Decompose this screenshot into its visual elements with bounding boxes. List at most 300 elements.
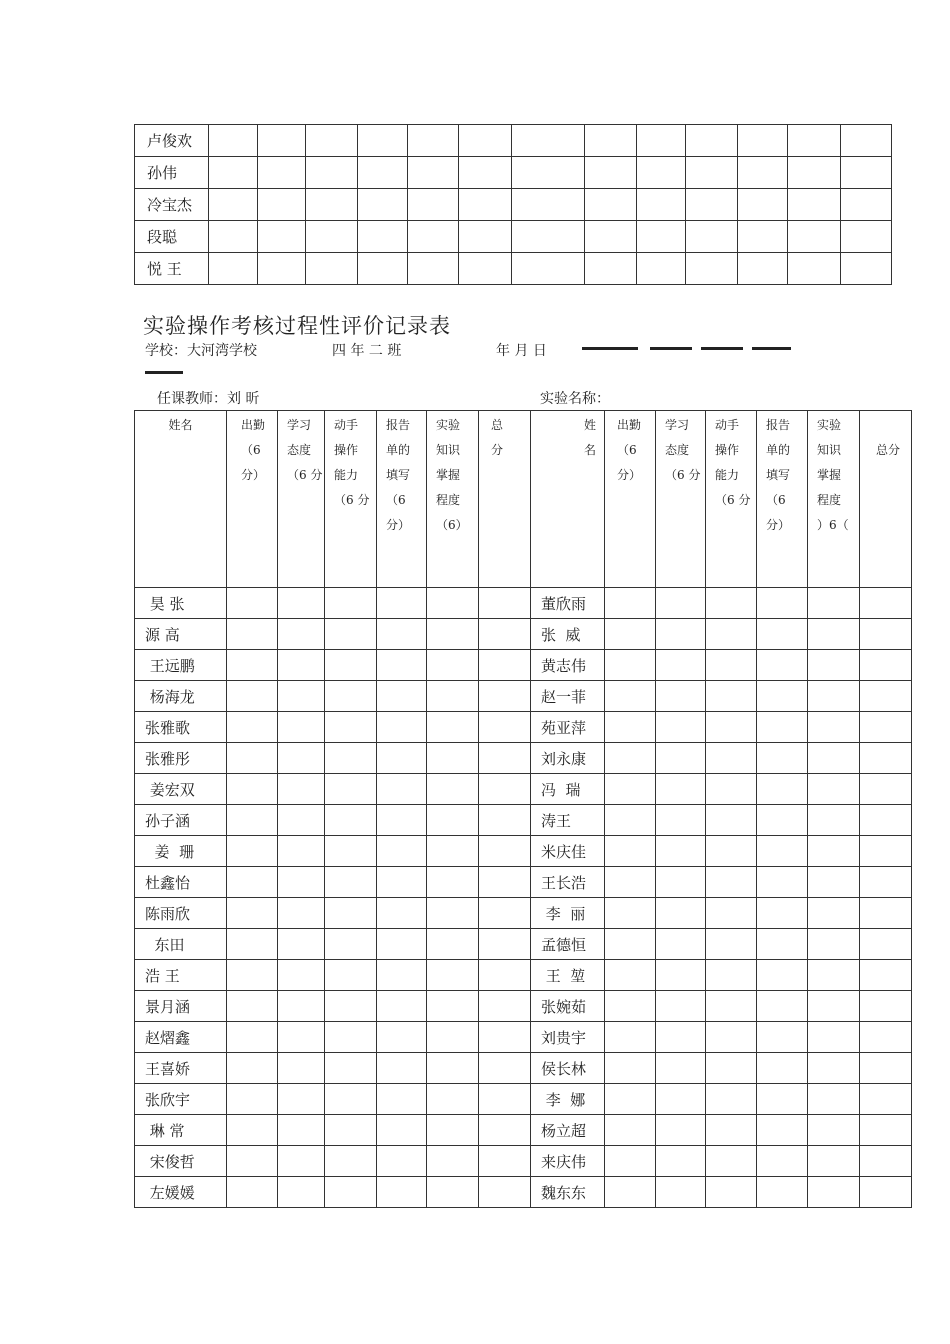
score-cell[interactable]	[656, 867, 706, 898]
score-cell[interactable]	[706, 650, 757, 681]
score-cell[interactable]	[860, 898, 912, 929]
score-cell[interactable]	[325, 681, 377, 712]
score-cell[interactable]	[737, 157, 787, 189]
score-cell[interactable]	[407, 189, 458, 221]
score-cell[interactable]	[377, 1177, 427, 1208]
score-cell[interactable]	[605, 1053, 656, 1084]
score-cell[interactable]	[808, 805, 860, 836]
score-cell[interactable]	[757, 898, 808, 929]
score-cell[interactable]	[808, 991, 860, 1022]
score-cell[interactable]	[479, 1146, 531, 1177]
score-cell[interactable]	[840, 221, 891, 253]
score-cell[interactable]	[808, 898, 860, 929]
score-cell[interactable]	[605, 712, 656, 743]
score-cell[interactable]	[860, 1022, 912, 1053]
score-cell[interactable]	[605, 929, 656, 960]
score-cell[interactable]	[706, 1177, 757, 1208]
score-cell[interactable]	[458, 125, 511, 157]
score-cell[interactable]	[377, 991, 427, 1022]
score-cell[interactable]	[860, 1084, 912, 1115]
score-cell[interactable]	[479, 743, 531, 774]
score-cell[interactable]	[706, 712, 757, 743]
score-cell[interactable]	[325, 1177, 377, 1208]
score-cell[interactable]	[637, 189, 686, 221]
score-cell[interactable]	[377, 898, 427, 929]
score-cell[interactable]	[808, 1115, 860, 1146]
score-cell[interactable]	[227, 650, 278, 681]
score-cell[interactable]	[427, 650, 479, 681]
score-cell[interactable]	[479, 588, 531, 619]
score-cell[interactable]	[757, 743, 808, 774]
score-cell[interactable]	[325, 1115, 377, 1146]
score-cell[interactable]	[637, 125, 686, 157]
score-cell[interactable]	[278, 1146, 325, 1177]
score-cell[interactable]	[427, 681, 479, 712]
score-cell[interactable]	[757, 836, 808, 867]
score-cell[interactable]	[605, 836, 656, 867]
score-cell[interactable]	[737, 221, 787, 253]
score-cell[interactable]	[427, 960, 479, 991]
score-cell[interactable]	[757, 681, 808, 712]
score-cell[interactable]	[427, 898, 479, 929]
score-cell[interactable]	[227, 836, 278, 867]
score-cell[interactable]	[656, 1053, 706, 1084]
score-cell[interactable]	[278, 712, 325, 743]
score-cell[interactable]	[605, 1177, 656, 1208]
score-cell[interactable]	[325, 1053, 377, 1084]
score-cell[interactable]	[656, 588, 706, 619]
score-cell[interactable]	[511, 125, 584, 157]
score-cell[interactable]	[377, 805, 427, 836]
score-cell[interactable]	[757, 1053, 808, 1084]
score-cell[interactable]	[377, 774, 427, 805]
score-cell[interactable]	[325, 588, 377, 619]
score-cell[interactable]	[656, 898, 706, 929]
score-cell[interactable]	[840, 157, 891, 189]
score-cell[interactable]	[278, 1084, 325, 1115]
score-cell[interactable]	[656, 991, 706, 1022]
score-cell[interactable]	[860, 991, 912, 1022]
score-cell[interactable]	[860, 743, 912, 774]
score-cell[interactable]	[325, 774, 377, 805]
score-cell[interactable]	[706, 1084, 757, 1115]
score-cell[interactable]	[479, 1084, 531, 1115]
score-cell[interactable]	[808, 836, 860, 867]
score-cell[interactable]	[227, 1146, 278, 1177]
score-cell[interactable]	[860, 588, 912, 619]
score-cell[interactable]	[808, 929, 860, 960]
score-cell[interactable]	[325, 650, 377, 681]
score-cell[interactable]	[407, 221, 458, 253]
score-cell[interactable]	[808, 960, 860, 991]
score-cell[interactable]	[605, 681, 656, 712]
score-cell[interactable]	[479, 774, 531, 805]
score-cell[interactable]	[278, 991, 325, 1022]
score-cell[interactable]	[325, 619, 377, 650]
score-cell[interactable]	[656, 774, 706, 805]
score-cell[interactable]	[407, 253, 458, 285]
score-cell[interactable]	[357, 125, 407, 157]
score-cell[interactable]	[585, 253, 637, 285]
score-cell[interactable]	[860, 1177, 912, 1208]
score-cell[interactable]	[757, 650, 808, 681]
score-cell[interactable]	[427, 1115, 479, 1146]
score-cell[interactable]	[325, 1084, 377, 1115]
score-cell[interactable]	[479, 619, 531, 650]
score-cell[interactable]	[656, 619, 706, 650]
score-cell[interactable]	[227, 1115, 278, 1146]
score-cell[interactable]	[278, 743, 325, 774]
score-cell[interactable]	[407, 157, 458, 189]
score-cell[interactable]	[357, 221, 407, 253]
score-cell[interactable]	[605, 867, 656, 898]
score-cell[interactable]	[787, 221, 840, 253]
score-cell[interactable]	[605, 991, 656, 1022]
score-cell[interactable]	[686, 221, 737, 253]
score-cell[interactable]	[427, 1084, 479, 1115]
score-cell[interactable]	[227, 1084, 278, 1115]
score-cell[interactable]	[458, 221, 511, 253]
score-cell[interactable]	[808, 743, 860, 774]
score-cell[interactable]	[427, 588, 479, 619]
score-cell[interactable]	[278, 1177, 325, 1208]
score-cell[interactable]	[860, 712, 912, 743]
score-cell[interactable]	[325, 805, 377, 836]
score-cell[interactable]	[840, 125, 891, 157]
score-cell[interactable]	[306, 253, 357, 285]
score-cell[interactable]	[585, 189, 637, 221]
score-cell[interactable]	[427, 991, 479, 1022]
score-cell[interactable]	[686, 253, 737, 285]
score-cell[interactable]	[377, 588, 427, 619]
score-cell[interactable]	[757, 1177, 808, 1208]
score-cell[interactable]	[808, 1146, 860, 1177]
score-cell[interactable]	[656, 650, 706, 681]
score-cell[interactable]	[860, 1146, 912, 1177]
score-cell[interactable]	[227, 1022, 278, 1053]
score-cell[interactable]	[427, 1146, 479, 1177]
score-cell[interactable]	[377, 1146, 427, 1177]
score-cell[interactable]	[808, 774, 860, 805]
score-cell[interactable]	[227, 681, 278, 712]
score-cell[interactable]	[227, 805, 278, 836]
score-cell[interactable]	[605, 588, 656, 619]
score-cell[interactable]	[656, 805, 706, 836]
score-cell[interactable]	[706, 1115, 757, 1146]
score-cell[interactable]	[377, 681, 427, 712]
score-cell[interactable]	[706, 588, 757, 619]
score-cell[interactable]	[278, 898, 325, 929]
score-cell[interactable]	[511, 189, 584, 221]
score-cell[interactable]	[427, 805, 479, 836]
score-cell[interactable]	[427, 836, 479, 867]
score-cell[interactable]	[209, 221, 258, 253]
score-cell[interactable]	[407, 125, 458, 157]
score-cell[interactable]	[325, 991, 377, 1022]
score-cell[interactable]	[860, 836, 912, 867]
score-cell[interactable]	[808, 619, 860, 650]
score-cell[interactable]	[757, 588, 808, 619]
score-cell[interactable]	[479, 836, 531, 867]
score-cell[interactable]	[737, 189, 787, 221]
score-cell[interactable]	[605, 774, 656, 805]
score-cell[interactable]	[656, 836, 706, 867]
score-cell[interactable]	[479, 1053, 531, 1084]
score-cell[interactable]	[479, 898, 531, 929]
score-cell[interactable]	[227, 743, 278, 774]
score-cell[interactable]	[656, 960, 706, 991]
score-cell[interactable]	[860, 867, 912, 898]
score-cell[interactable]	[325, 1146, 377, 1177]
score-cell[interactable]	[787, 125, 840, 157]
score-cell[interactable]	[706, 991, 757, 1022]
score-cell[interactable]	[605, 1146, 656, 1177]
score-cell[interactable]	[860, 1053, 912, 1084]
score-cell[interactable]	[656, 712, 706, 743]
score-cell[interactable]	[357, 253, 407, 285]
score-cell[interactable]	[427, 929, 479, 960]
score-cell[interactable]	[757, 712, 808, 743]
score-cell[interactable]	[278, 836, 325, 867]
score-cell[interactable]	[686, 125, 737, 157]
score-cell[interactable]	[605, 898, 656, 929]
score-cell[interactable]	[757, 929, 808, 960]
score-cell[interactable]	[427, 619, 479, 650]
score-cell[interactable]	[706, 743, 757, 774]
score-cell[interactable]	[706, 1022, 757, 1053]
score-cell[interactable]	[605, 960, 656, 991]
score-cell[interactable]	[325, 898, 377, 929]
score-cell[interactable]	[377, 712, 427, 743]
score-cell[interactable]	[637, 221, 686, 253]
score-cell[interactable]	[706, 619, 757, 650]
score-cell[interactable]	[427, 712, 479, 743]
score-cell[interactable]	[605, 650, 656, 681]
score-cell[interactable]	[258, 157, 306, 189]
score-cell[interactable]	[306, 189, 357, 221]
score-cell[interactable]	[278, 588, 325, 619]
score-cell[interactable]	[787, 253, 840, 285]
score-cell[interactable]	[458, 157, 511, 189]
score-cell[interactable]	[808, 712, 860, 743]
score-cell[interactable]	[840, 189, 891, 221]
score-cell[interactable]	[706, 929, 757, 960]
score-cell[interactable]	[227, 867, 278, 898]
score-cell[interactable]	[278, 681, 325, 712]
score-cell[interactable]	[278, 1053, 325, 1084]
score-cell[interactable]	[377, 1115, 427, 1146]
score-cell[interactable]	[427, 774, 479, 805]
score-cell[interactable]	[377, 1053, 427, 1084]
score-cell[interactable]	[458, 253, 511, 285]
score-cell[interactable]	[227, 619, 278, 650]
score-cell[interactable]	[458, 189, 511, 221]
score-cell[interactable]	[860, 619, 912, 650]
score-cell[interactable]	[706, 681, 757, 712]
score-cell[interactable]	[227, 588, 278, 619]
score-cell[interactable]	[656, 929, 706, 960]
score-cell[interactable]	[325, 867, 377, 898]
score-cell[interactable]	[787, 189, 840, 221]
score-cell[interactable]	[278, 867, 325, 898]
score-cell[interactable]	[808, 1053, 860, 1084]
score-cell[interactable]	[479, 650, 531, 681]
score-cell[interactable]	[357, 157, 407, 189]
score-cell[interactable]	[479, 681, 531, 712]
score-cell[interactable]	[605, 1115, 656, 1146]
score-cell[interactable]	[706, 1146, 757, 1177]
score-cell[interactable]	[860, 1115, 912, 1146]
score-cell[interactable]	[427, 1177, 479, 1208]
score-cell[interactable]	[706, 1053, 757, 1084]
score-cell[interactable]	[860, 681, 912, 712]
score-cell[interactable]	[706, 960, 757, 991]
score-cell[interactable]	[686, 189, 737, 221]
score-cell[interactable]	[479, 960, 531, 991]
score-cell[interactable]	[479, 929, 531, 960]
score-cell[interactable]	[637, 157, 686, 189]
score-cell[interactable]	[427, 743, 479, 774]
score-cell[interactable]	[605, 1022, 656, 1053]
score-cell[interactable]	[306, 221, 357, 253]
score-cell[interactable]	[325, 836, 377, 867]
score-cell[interactable]	[757, 1022, 808, 1053]
score-cell[interactable]	[479, 712, 531, 743]
score-cell[interactable]	[325, 960, 377, 991]
score-cell[interactable]	[278, 1115, 325, 1146]
score-cell[interactable]	[808, 1177, 860, 1208]
score-cell[interactable]	[306, 157, 357, 189]
score-cell[interactable]	[511, 253, 584, 285]
score-cell[interactable]	[227, 774, 278, 805]
score-cell[interactable]	[227, 712, 278, 743]
score-cell[interactable]	[258, 221, 306, 253]
score-cell[interactable]	[706, 836, 757, 867]
score-cell[interactable]	[427, 1022, 479, 1053]
score-cell[interactable]	[656, 1022, 706, 1053]
score-cell[interactable]	[479, 867, 531, 898]
score-cell[interactable]	[479, 1115, 531, 1146]
score-cell[interactable]	[757, 1084, 808, 1115]
score-cell[interactable]	[258, 253, 306, 285]
score-cell[interactable]	[737, 253, 787, 285]
score-cell[interactable]	[585, 157, 637, 189]
score-cell[interactable]	[427, 867, 479, 898]
score-cell[interactable]	[808, 650, 860, 681]
score-cell[interactable]	[656, 681, 706, 712]
score-cell[interactable]	[656, 1115, 706, 1146]
score-cell[interactable]	[511, 221, 584, 253]
score-cell[interactable]	[706, 774, 757, 805]
score-cell[interactable]	[278, 960, 325, 991]
score-cell[interactable]	[860, 929, 912, 960]
score-cell[interactable]	[227, 1177, 278, 1208]
score-cell[interactable]	[860, 805, 912, 836]
score-cell[interactable]	[808, 867, 860, 898]
score-cell[interactable]	[605, 805, 656, 836]
score-cell[interactable]	[605, 743, 656, 774]
score-cell[interactable]	[377, 836, 427, 867]
score-cell[interactable]	[656, 743, 706, 774]
score-cell[interactable]	[656, 1177, 706, 1208]
score-cell[interactable]	[227, 960, 278, 991]
score-cell[interactable]	[427, 1053, 479, 1084]
score-cell[interactable]	[278, 805, 325, 836]
score-cell[interactable]	[278, 650, 325, 681]
score-cell[interactable]	[808, 588, 860, 619]
score-cell[interactable]	[706, 898, 757, 929]
score-cell[interactable]	[209, 125, 258, 157]
score-cell[interactable]	[278, 774, 325, 805]
score-cell[interactable]	[605, 619, 656, 650]
score-cell[interactable]	[357, 189, 407, 221]
score-cell[interactable]	[706, 805, 757, 836]
score-cell[interactable]	[278, 929, 325, 960]
score-cell[interactable]	[757, 774, 808, 805]
score-cell[interactable]	[377, 619, 427, 650]
score-cell[interactable]	[278, 1022, 325, 1053]
score-cell[interactable]	[325, 1022, 377, 1053]
score-cell[interactable]	[808, 1084, 860, 1115]
score-cell[interactable]	[377, 960, 427, 991]
score-cell[interactable]	[808, 1022, 860, 1053]
score-cell[interactable]	[377, 650, 427, 681]
score-cell[interactable]	[377, 1022, 427, 1053]
score-cell[interactable]	[479, 991, 531, 1022]
score-cell[interactable]	[656, 1084, 706, 1115]
score-cell[interactable]	[757, 619, 808, 650]
score-cell[interactable]	[227, 898, 278, 929]
score-cell[interactable]	[377, 929, 427, 960]
score-cell[interactable]	[585, 221, 637, 253]
score-cell[interactable]	[585, 125, 637, 157]
score-cell[interactable]	[706, 867, 757, 898]
score-cell[interactable]	[377, 743, 427, 774]
score-cell[interactable]	[757, 867, 808, 898]
score-cell[interactable]	[258, 189, 306, 221]
score-cell[interactable]	[605, 1084, 656, 1115]
score-cell[interactable]	[227, 1053, 278, 1084]
score-cell[interactable]	[757, 1115, 808, 1146]
score-cell[interactable]	[227, 929, 278, 960]
score-cell[interactable]	[656, 1146, 706, 1177]
score-cell[interactable]	[757, 960, 808, 991]
score-cell[interactable]	[209, 253, 258, 285]
score-cell[interactable]	[209, 157, 258, 189]
score-cell[interactable]	[325, 712, 377, 743]
score-cell[interactable]	[479, 805, 531, 836]
score-cell[interactable]	[737, 125, 787, 157]
score-cell[interactable]	[686, 157, 737, 189]
score-cell[interactable]	[637, 253, 686, 285]
score-cell[interactable]	[757, 1146, 808, 1177]
score-cell[interactable]	[860, 774, 912, 805]
score-cell[interactable]	[479, 1022, 531, 1053]
score-cell[interactable]	[757, 805, 808, 836]
score-cell[interactable]	[377, 1084, 427, 1115]
score-cell[interactable]	[860, 960, 912, 991]
score-cell[interactable]	[306, 125, 357, 157]
score-cell[interactable]	[377, 867, 427, 898]
score-cell[interactable]	[757, 991, 808, 1022]
score-cell[interactable]	[325, 743, 377, 774]
score-cell[interactable]	[258, 125, 306, 157]
score-cell[interactable]	[808, 681, 860, 712]
score-cell[interactable]	[325, 929, 377, 960]
score-cell[interactable]	[479, 1177, 531, 1208]
score-cell[interactable]	[787, 157, 840, 189]
score-cell[interactable]	[278, 619, 325, 650]
